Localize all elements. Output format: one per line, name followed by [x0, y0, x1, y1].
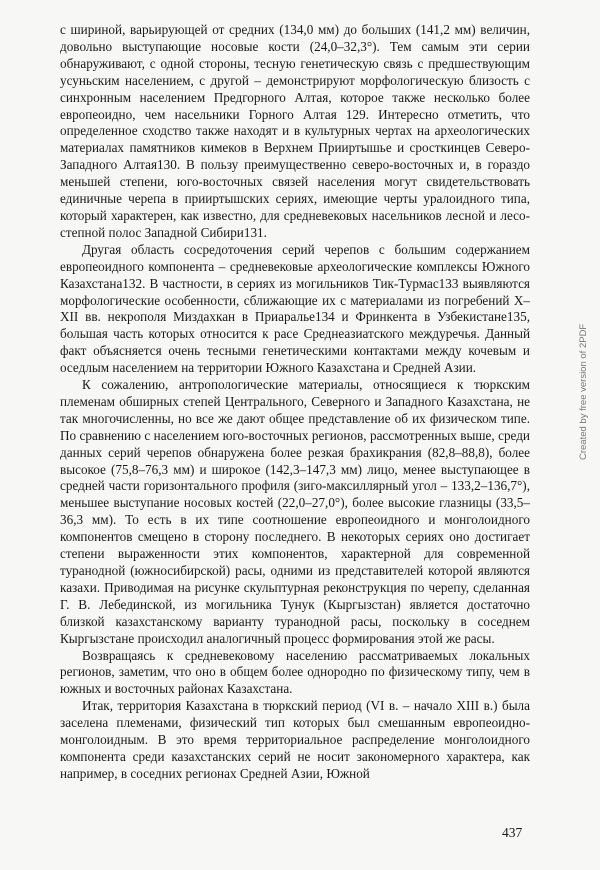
watermark: Created by free version of 2PDF	[578, 323, 589, 460]
page-body	[60, 22, 530, 783]
paragraph-4: Возвращаясь к средневековому населению рассматриваемых локальных регионов, заметим, что оно в общем более однородно по физическому типу, чем в южных и восточных районах Казахстана.	[60, 647, 530, 697]
paragraph-5: Итак, территория Казахстана в тюркский период (VI в. – начало XIII в.) была заселена племенами, физический тип которых был смешанным европеоидно-монголоидным. В это время территориальное распределение монголоидного компонента среди казахстанских серий не носит закономерного характера, как например, в соседних регионах Средней Азии, Южной	[60, 698, 530, 781]
paragraph-3: К сожалению, антропологические материалы, относящиеся к тюркским племенам обширных степей Центрального, Северного и Западного Казахстана, не так многочисленны, но все же дают общее представление об их физическом типе. По сравнению с населением юго-восточных регионов, рассмотренных выше, среди данных серий черепов обнаружена более резкая брахикрания (82,8–88,8), более высокое (75,8–76,3 мм) и широкое (142,3–147,3 мм) лицо, менее выступающее в средней части горизонтального профиля (зиго-максиллярный угол – 133,2–136,7°), меньшее выступание носовых костей (22,0–27,0°), более высокие глазницы (33,5–36,3 мм). То есть в их типе соотношение европеоидного и монголоидного компонентов смещено в сторону последнего. В некоторых сериях оно достигает степени выраженности этих компонентов, характерной для современной туранодной (южносибирской) расы, одними из представителей которой являются казахи. Приводимая на рисунке скульптурная реконструкция по черепу, сделанная Г. В. Лебединской, из могильника Тунук (Кыргызстан) является достаточно близкой казахстанскому варианту туранодной расы, поскольку в соседнем Кыргызстане происходил аналогичный процесс формирования этой же расы.	[60, 377, 530, 646]
paragraph-1: с шириной, варьирующей от средних (134,0 мм) до больших (141,2 мм) величин, довольно выступающие носовые кости (24,0–32,3°). Тем самым эти серии обнаруживают, с одной стороны, тесную генетическую связь с предшествующим усуньским населением, с другой – демонстрируют морфологическую близость с синхронным населением Предгорного Алтая, которое также несколько более европеоидно, чем насельники Горного Алтая 129. Интересно отметить, что определенное сходство также находят и в культурных чертах на археологических материалах памятников кимеков в Верхнем Прииртышье и сросткинцев Северо-Западного Алтая130. В пользу преимущественно северо-восточных и, в гораздо меньшей степени, юго-восточных связей населения могут свидетельствовать единичные черепа в прииртышских сериях, имеющие черты уралоидного типа, который характерен, как известно, для средневековых насельников лесной и лесо-степной полос Западной Сибири131.	[60, 22, 530, 240]
paragraph-2: Другая область сосредоточения серий черепов с большим содержанием европеоидного компонента – средневековые археологические комплексы Южного Казахстана132. В частности, в сериях из могильников Тик-Турмас133 выявляются морфологические особенности, сближающие их с материалами из погребений X–XII вв. некрополя Миздахкан в Приаралье134 и Фринкента в Узбекистане135, большая часть которых относится к расе Среднеазиатского междуречья. Данный факт объясняется очень тесными генетическими контактами между кочевым и оседлым населением на территории Южного Казахстана и Средней Азии.	[60, 241, 530, 376]
page-number: 437	[502, 825, 523, 840]
